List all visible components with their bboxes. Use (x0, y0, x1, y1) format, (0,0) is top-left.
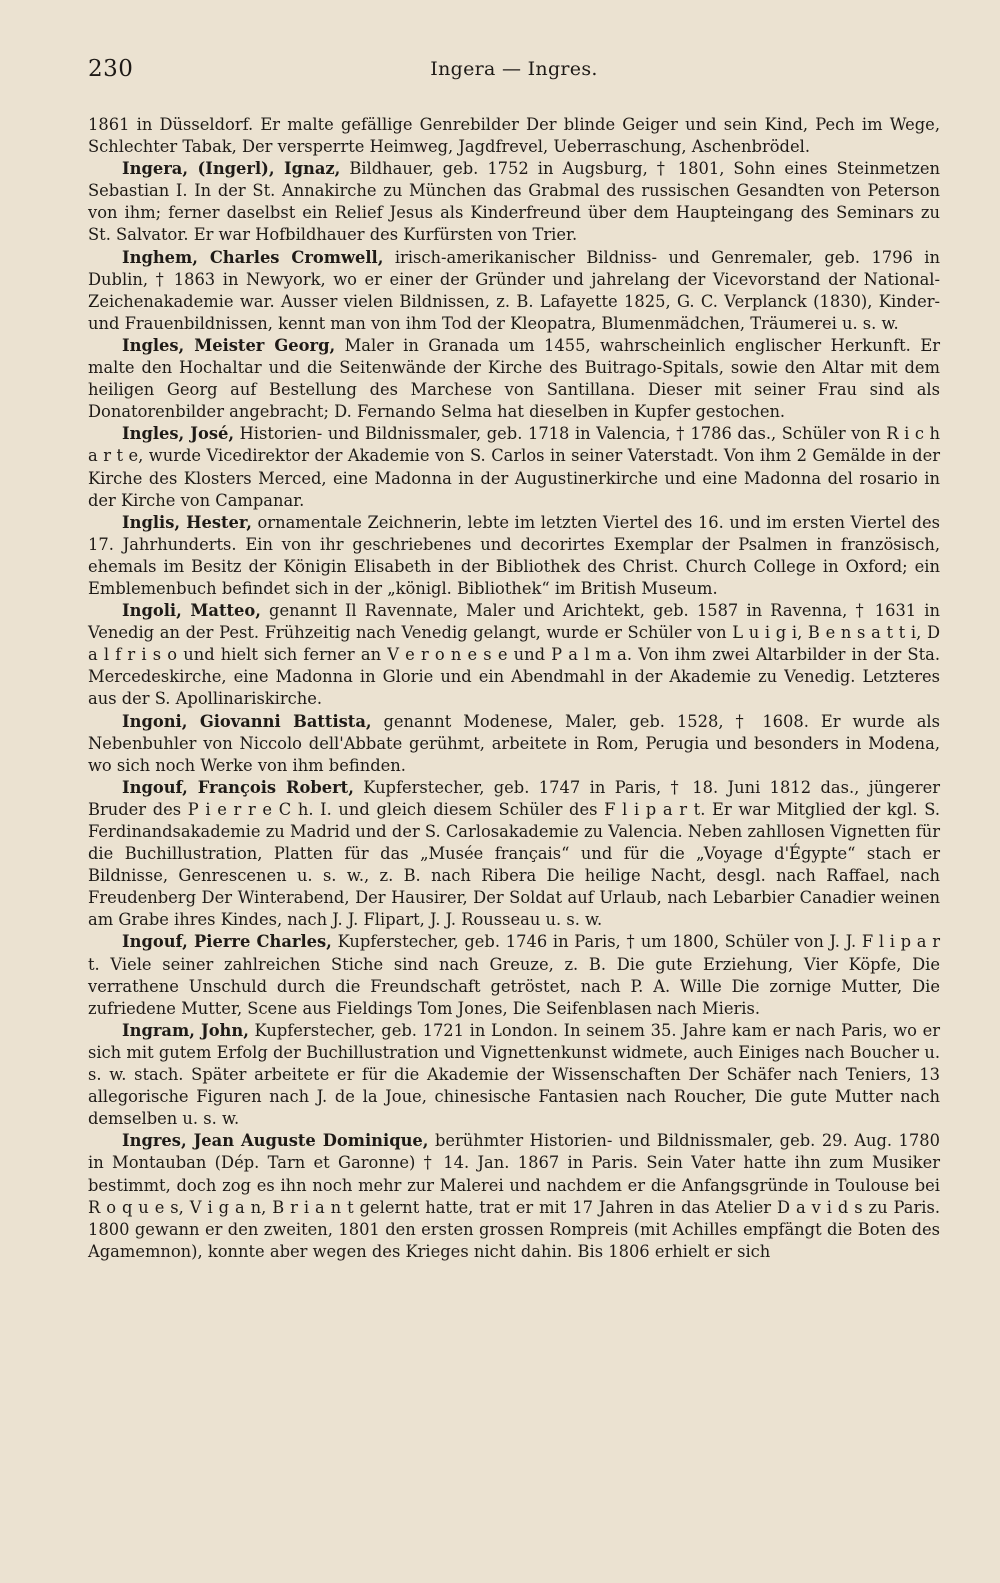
entry-text: berühmter Historien- und Bildnissmaler, geb. 29. Aug. 1780 in Montauban (Dép. Tarn et Garonne) † 14. Jan. 1867 in Paris. Sein Vater hatte ihn zum Musiker bestimmt, doch zog es ihn noch mehr zur Malerei und nachdem er die Anfangsgründe in Toulouse bei R o q u e s, V i g a n, B r i a n t gelernt hatte, trat er mit 17 Jahren in das Atelier D a v i d s zu Paris. 1800 gewann er den zweiten, 1801 den ersten grossen Rompreis (mit Achilles empfängt die Boten des Agamemnon), konnte aber wegen des Krieges nicht dahin. Bis 1806 erhielt er sich (88, 1131, 940, 1261)
entry-ingouf-pierre (88, 931, 940, 1019)
entry-ingram (88, 1020, 940, 1130)
entry-ingoli (88, 600, 940, 710)
dictionary-column (88, 114, 940, 1263)
entry-text: Historien- und Bildnissmaler, geb. 1718 in Valencia, † 1786 das., Schüler von R i c h a r t e, wurde Vicedirektor der Akademie von S. Carlos in seiner Vaterstadt. Von ihm 2 Gemälde in der Kirche des Klosters Merced, eine Madonna in der Augustinerkirche und eine Madonna del rosario in der Kirche von Campanar. (88, 424, 940, 510)
entry-headword: Ingouf, Pierre Charles, (122, 932, 332, 952)
entry-text: ornamentale Zeichnerin, lebte im letzten Viertel des 16. und im ersten Viertel des 17. Jahrhunderts. Ein von ihr geschriebenes und decorirtes Exemplar der Psalmen in französisch, ehemals im Besitz der Königin Elisabeth in der Bibliothek des Christ. Church College in Oxford; ein Emblemenbuch befindet sich in der „königl. Bibliothek“ im British Museum. (88, 512, 940, 598)
entry-ingres (88, 1130, 940, 1263)
entry-text: Kupferstecher, geb. 1746 in Paris, † um 1800, Schüler von J. J. F l i p a r t. Viele seiner zahlreichen Stiche sind nach Greuze, z. B. Die gute Erziehung, Vier Köpfe, Die verrathene Unschuld durch die Freundschaft getröstet, nach P. A. Wille Die zornige Mutter, Die zufriedene Mutter, Scene aus Fieldings Tom Jones, Die Seifenblasen nach Mieris. (88, 932, 940, 1018)
entry-ingera (88, 158, 940, 246)
entry-ingles-georg (88, 335, 940, 423)
entry-text: irisch-amerikanischer Bildniss- und Genremaler, geb. 1796 in Dublin, † 1863 in Newyork, wo er einer der Gründer und jahrelang der Vicevorstand der National-Zeichenakademie war. Ausser vielen Bildnissen, z. B. Lafayette 1825, G. C. Verplanck (1830), Kinder- und Frauenbildnissen, kennt man von ihm Tod der Kleopatra, Blumenmädchen, Träumerei u. s. w. (88, 247, 940, 333)
entry-headword: Ingouf, François Robert, (122, 777, 354, 797)
entry-headword: Ingles, José, (122, 424, 235, 444)
entry-ingles-jose (88, 423, 940, 511)
entry-headword: Ingoli, Matteo, (122, 601, 261, 621)
entry-headword: Inglis, Hester, (122, 512, 252, 532)
entry-text: Kupferstecher, geb. 1721 in London. In seinem 35. Jahre kam er nach Paris, wo er sich mit gutem Erfolg der Buchillustration und Vignettenkunst widmete, auch Einiges nach Boucher u. s. w. stach. Später arbeitete er für die Akademie der Wissenschaften Der Schäfer nach Teniers, 13 allegorische Figuren nach J. de la Joue, chinesische Fantasien nach Roucher, Die gute Mutter nach demselben u. s. w. (88, 1020, 940, 1129)
entry-text: genannt Modenese, Maler, geb. 1528, † 1608. Er wurde als Nebenbuhler von Niccolo dell'Abbate gerühmt, arbeitete in Rom, Perugia und besonders in Modena, wo sich noch Werke von ihm befinden. (88, 711, 940, 775)
entry-ingouf-francois (88, 777, 940, 932)
entry-text: 1861 in Düsseldorf. Er malte gefällige Genrebilder Der blinde Geiger und sein Kind, Pech im Wege, Schlechter Tabak, Der versperrte Heimweg, Jagdfrevel, Ueberraschung, Aschenbrödel. (88, 115, 940, 157)
page-number: 230 (88, 56, 134, 82)
page-header (88, 56, 940, 92)
entry-ingoni (88, 711, 940, 777)
entry-inglis (88, 512, 940, 600)
running-title: Ingera — Ingres. (430, 58, 598, 80)
entry-headword: Ingres, Jean Auguste Dominique, (122, 1131, 429, 1151)
entry-continuation (88, 114, 940, 158)
entry-headword: Ingoni, Giovanni Battista, (122, 711, 372, 731)
entry-headword: Ingram, John, (122, 1020, 249, 1040)
entry-headword: Ingles, Meister Georg, (122, 335, 336, 355)
entry-text: Maler in Granada um 1455, wahrscheinlich englischer Herkunft. Er malte den Hochaltar und die Seitenwände der Kirche des Buitrago-Spitals, sowie den Altar mit dem heiligen Georg auf Bestellung des Marchese von Santillana. Dieser mit seiner Frau sind als Donatorenbilder angebracht; D. Fernando Selma hat dieselben in Kupfer gestochen. (88, 335, 940, 422)
entry-headword: Ingera, (Ingerl), Ignaz, (122, 159, 341, 179)
entry-text: genannt Il Ravennate, Maler und Arichtekt, geb. 1587 in Ravenna, † 1631 in Venedig an der Pest. Frühzeitig nach Venedig gelangt, wurde er Schüler von L u i g i, B e n s a t t i, D a l f r i s o und hielt sich ferner an V e r o n e s e und P a l m a. Von ihm zwei Altarbilder in der Sta. Mercedeskirche, eine Madonna in Glorie und ein Abendmahl in der Akademie zu Venedig. Letzteres aus der S. Apollinariskirche. (88, 601, 940, 709)
entry-inghem (88, 247, 940, 335)
entry-text: Bildhauer, geb. 1752 in Augsburg, † 1801, Sohn eines Steinmetzen Sebastian I. In der St. Annakirche zu München das Grabmal des russischen Gesandten von Peterson von ihm; ferner daselbst ein Relief Jesus als Kinderfreund über dem Haupteingang des Seminars zu St. Salvator. Er war Hofbildhauer des Kurfürsten von Trier. (88, 159, 940, 245)
entry-text: Kupferstecher, geb. 1747 in Paris, † 18. Juni 1812 das., jüngerer Bruder des P i e r r e C h. I. und gleich diesem Schüler des F l i p a r t. Er war Mitglied der kgl. S. Ferdinandsakademie zu Madrid und der S. Carlosakademie zu Valencia. Neben zahllosen Vignetten für die Buchillustration, Platten für das „Musée français“ und für die „Voyage d'Égypte“ stach er Bildnisse, Genrescenen u. s. w., z. B. nach Ribera Die heilige Nacht, desgl. nach Raffael, nach Freudenberg Der Winterabend, Der Hausirer, Der Soldat auf Urlaub, nach Lebarbier Canadier weinen am Grabe ihres Kindes, nach J. J. Flipart, J. J. Rousseau u. s. w. (88, 777, 940, 930)
entry-headword: Inghem, Charles Cromwell, (122, 247, 384, 267)
